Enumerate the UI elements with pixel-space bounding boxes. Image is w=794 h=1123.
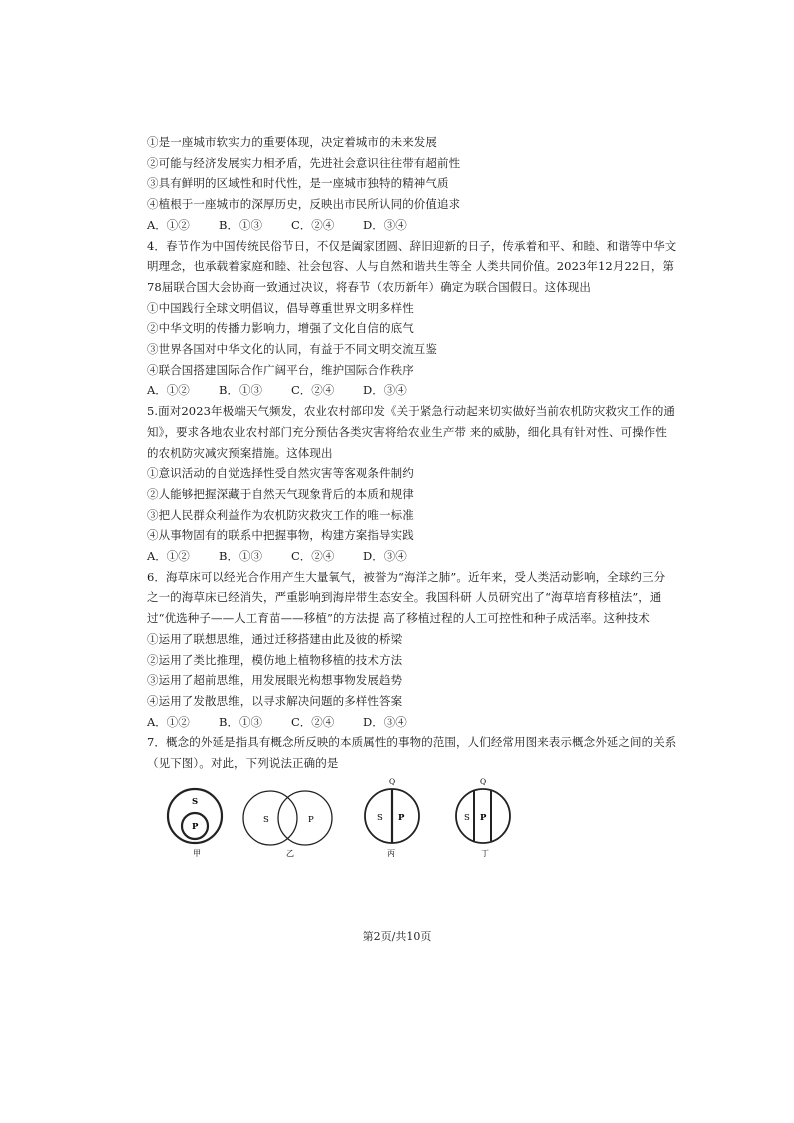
jia-label-p: P — [192, 822, 199, 832]
q6-items — [147, 629, 647, 712]
q3-option-a: A．①② — [147, 217, 190, 232]
q4-stem-line-3: 78届联合国大会协商一致通过决议，将春节（农历新年）确定为联合国假日。这体现出 — [147, 279, 592, 294]
q5-stem — [147, 401, 676, 463]
q6-stem-line-2: 之一的海草床已经消失，严重影响到海岸带生态安全。我国科研 人员研究出了“海草培育移植法”，通 — [147, 590, 662, 605]
q5-item-3: ③把人民群众利益作为农机防灾救灾工作的唯一标准 — [147, 507, 414, 522]
ding-label-s: S — [464, 813, 470, 823]
q5-item-4: ④从事物固有的联系中把握事物，构建方案指导实践 — [147, 528, 414, 543]
q6-stem — [147, 567, 666, 629]
q3-items — [147, 132, 647, 215]
q6-options — [147, 712, 647, 733]
q5-stem-line-2: 知》，要求各地农业农村部门充分预估各类灾害将给农业生产带 来的威胁，细化具有针对性、可操作性 — [147, 424, 667, 439]
q6-option-b: B．①③ — [219, 714, 262, 729]
q5-item-2: ②人能够把握深藏于自然天气现象背后的本质和规律 — [147, 486, 414, 501]
q3-option-d: D．③④ — [363, 217, 407, 232]
q5-option-c: C．②④ — [291, 549, 335, 564]
q5-items — [147, 463, 647, 546]
yi-label-s: S — [263, 815, 269, 825]
ding-label-p: P — [480, 813, 487, 823]
q4-option-c: C．②④ — [291, 383, 335, 398]
q3-option-b: B．①③ — [219, 217, 262, 232]
q5-stem-line-3: 的农机防灾减灾预案措施。这体现出 — [147, 445, 333, 460]
q6-stem-line-1: 6．海草床可以经光合作用产生大量氧气，被誉为“海洋之肺”。近年来，受人类活动影响，全球约三分 — [147, 569, 666, 584]
q4-items — [147, 298, 647, 381]
q4-stem-line-2: 明理念，也承载着家庭和睦、社会包容、人与自然和谐共生等全 人类共同价值。2023年12月22日，第 — [147, 259, 675, 274]
jia-label-s: S — [192, 797, 199, 807]
page-number-footer: 第2页/共10页 — [362, 930, 432, 943]
q6-option-c: C．②④ — [291, 714, 335, 729]
yi-right-circle — [278, 791, 332, 845]
q4-item-3: ③世界各国对中华文化的认同，有益于不同文明交流互鉴 — [147, 342, 437, 357]
diagram-yi — [243, 791, 332, 858]
q7-stem-line-1: 7．概念的外延是指具有概念所反映的本质属性的事物的范围，人们经常用图来表示概念外延之间的关系 — [147, 735, 677, 750]
q4-option-d: D．③④ — [363, 383, 407, 398]
q6-option-a: A．①② — [147, 714, 190, 729]
concept-diagrams — [160, 776, 520, 866]
q4-options — [147, 380, 647, 401]
q5-option-d: D．③④ — [363, 549, 407, 564]
q3-item-2: ②可能与经济发展实力相矛盾，先进社会意识往往带有超前性 — [147, 155, 461, 170]
q6-option-d: D．③④ — [363, 714, 407, 729]
ding-label-q: Q — [480, 777, 487, 786]
q3-options — [147, 215, 647, 236]
bing-label-q: Q — [389, 777, 396, 786]
yi-left-circle — [243, 791, 297, 845]
concept-diagrams-svg — [160, 776, 520, 866]
q3-item-1: ①是一座城市软实力的重要体现，决定着城市的未来发展 — [147, 135, 437, 149]
yi-caption: 乙 — [286, 849, 294, 858]
bing-label-s: S — [377, 813, 383, 823]
q5-stem-line-1: 5.面对2023年极端天气频发，农业农村部印发《关于紧急行动起来切实做好当前农机防灾救灾工作的通 — [147, 404, 676, 419]
jia-caption: 甲 — [193, 849, 201, 858]
q4-item-2: ②中华文明的传播力影响力，增强了文化自信的底气 — [147, 321, 414, 336]
q4-item-4: ④联合国搭建国际合作广阔平台，维护国际合作秩序 — [147, 362, 414, 377]
question-content — [147, 132, 677, 774]
q4-option-a: A．①② — [147, 383, 190, 398]
q4-option-b: B．①③ — [219, 383, 262, 398]
yi-label-p: P — [308, 815, 314, 825]
q5-option-b: B．①③ — [219, 549, 262, 564]
q4-stem-line-1: 4．春节作为中国传统民俗节日，不仅是阖家团圆、辞旧迎新的日子，传承着和平、和睦、和谐等中华文 — [147, 238, 677, 253]
diagram-jia — [168, 789, 222, 858]
q7-stem — [147, 732, 677, 773]
bing-caption: 丙 — [387, 849, 395, 858]
bing-label-p: P — [398, 813, 405, 823]
q6-item-4: ④运用了发散思维，以寻求解决问题的多样性答案 — [147, 693, 403, 708]
q3-option-c: C．②④ — [291, 217, 335, 232]
ding-caption: 丁 — [481, 849, 489, 858]
q5-item-1: ①意识活动的自觉选择性受自然灾害等客观条件制约 — [147, 466, 414, 481]
q4-item-1: ①中国践行全球文明倡议，倡导尊重世界文明多样性 — [147, 300, 414, 315]
q6-item-2: ②运用了类比推理，模仿地上植物移植的技术方法 — [147, 652, 403, 667]
q6-item-3: ③运用了超前思维，用发展眼光构想事物发展趋势 — [147, 673, 403, 688]
q7-stem-line-2: （见下图）。对此，下列说法正确的是 — [147, 756, 339, 771]
q3-item-4: ④植根于一座城市的深厚历史，反映出市民所认同的价值追求 — [147, 197, 461, 212]
diagram-bing — [365, 777, 419, 858]
q4-stem — [147, 236, 677, 298]
q5-option-a: A．①② — [147, 549, 190, 564]
q5-options — [147, 546, 647, 567]
q3-item-3: ③具有鲜明的区域性和时代性，是一座城市独特的精神气质 — [147, 176, 449, 191]
q6-item-1: ①运用了联想思维，通过迁移搭建由此及彼的桥梁 — [147, 631, 403, 646]
q6-stem-line-3: 过“优选种子——人工育苗——移植”的方法提 高了移植过程的人工可控性和种子成活率。这种技术 — [147, 611, 650, 626]
diagram-ding — [456, 777, 510, 858]
